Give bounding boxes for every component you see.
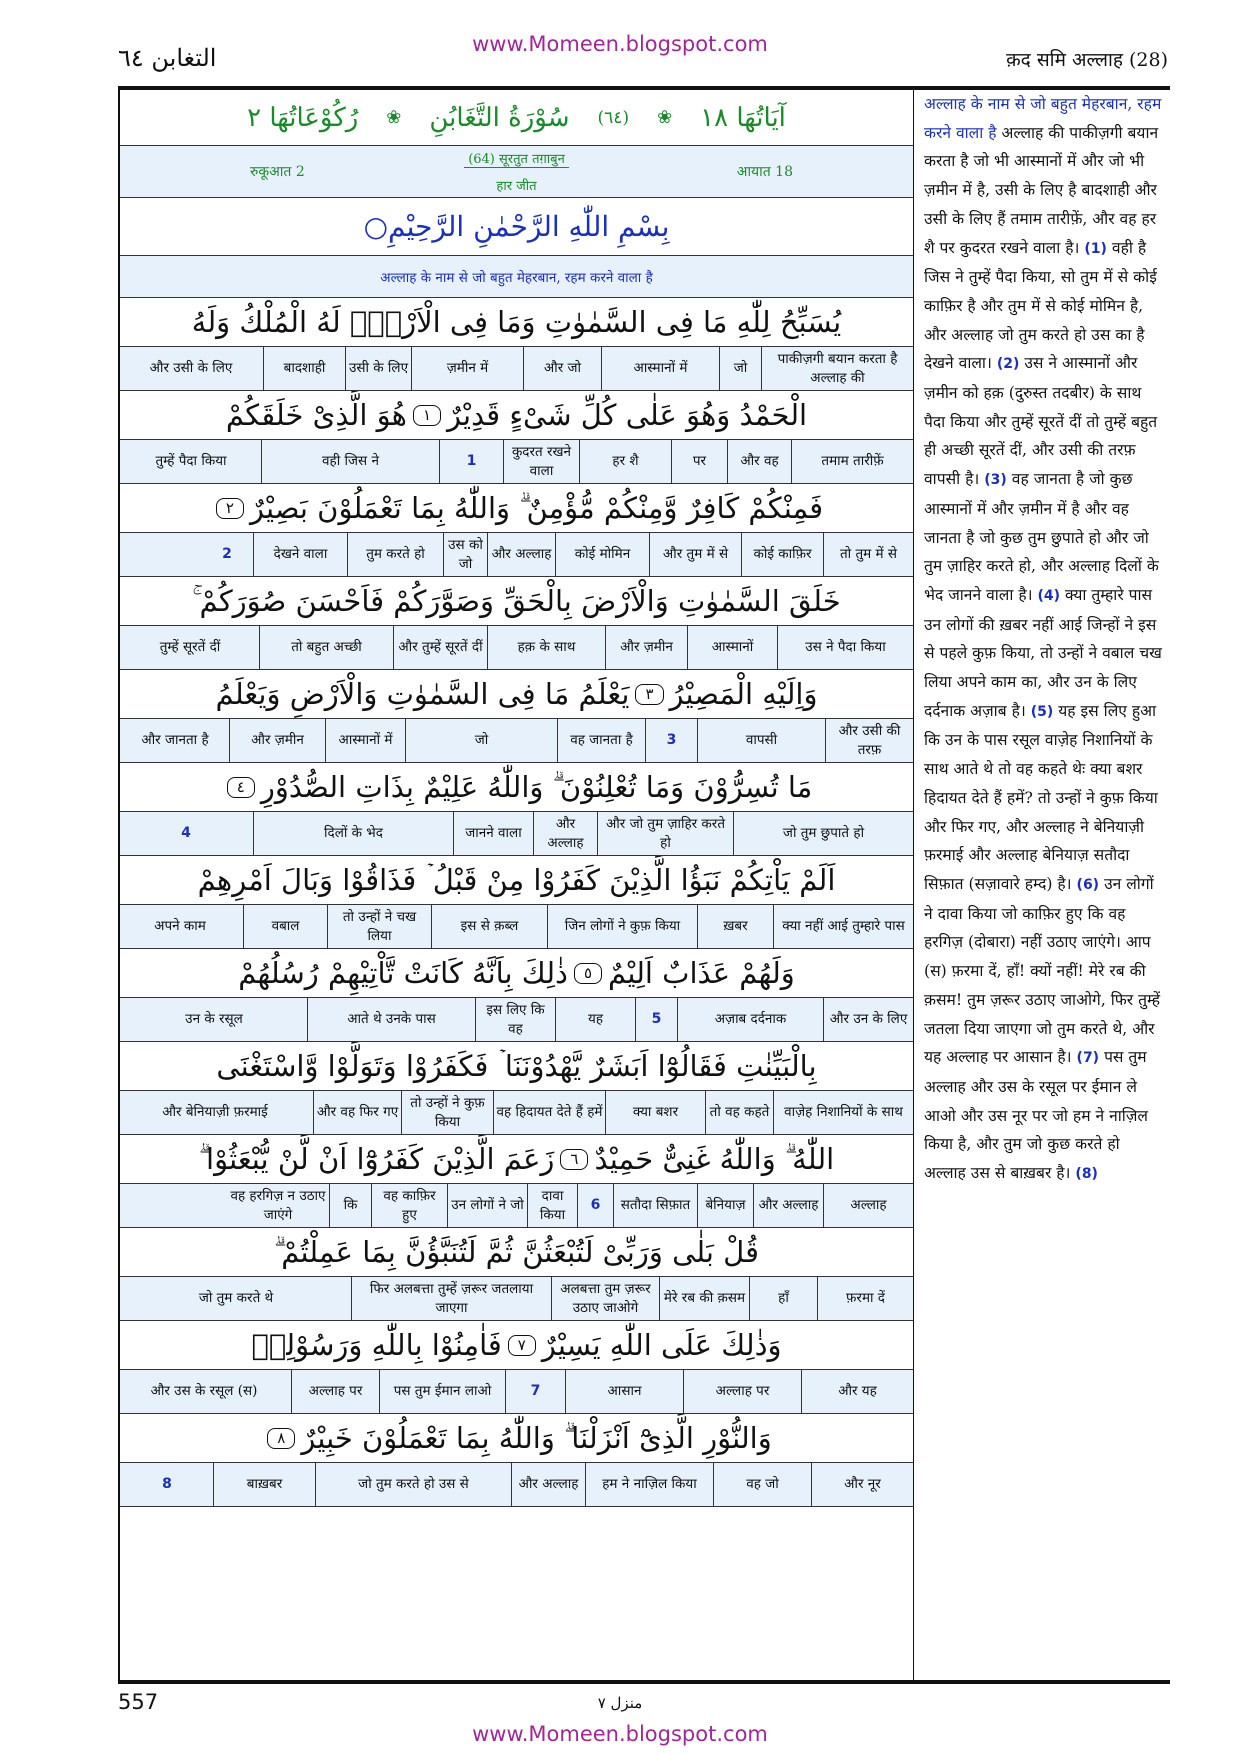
- word-translation-row: [120, 719, 913, 763]
- arabic-verse-line: [120, 1228, 913, 1277]
- word-meaning-cell: तमाम तारीफ़ें: [791, 440, 913, 483]
- arabic-text: زَعَمَ الَّذِيْنَ كَفَرُوْٓا اَنْ لَّنْ يُّبْعَثُوْا ۗ: [198, 1141, 555, 1176]
- word-meaning-cell: और उन के लिए: [823, 998, 913, 1041]
- word-meaning-cell: वह हरगिज़ न उठाए जाएंगे: [230, 1188, 326, 1223]
- word-meaning-cell: जानने वाला: [453, 812, 533, 855]
- word-meaning-cell: जो: [719, 347, 761, 390]
- sidebar-verse-number: (4): [1037, 587, 1061, 604]
- sidebar-verse-text: पस तुम अल्लाह और उस के रसूल पर ईमान ले आओ और उस नूर पर जो हम ने नाज़िल किया है, और तुम जो कुछ करते हो अल्लाह उस से बाख़बर है।: [924, 1048, 1148, 1183]
- bismillah-translation: अल्लाह के नाम से जो बहुत मेहरबान, रहम करने वाला है: [120, 256, 913, 298]
- sidebar-text: [924, 90, 1164, 1189]
- word-meaning-cell: हाँ: [749, 1277, 817, 1320]
- arabic-text: اللّٰهُ ۗ وَاللّٰهُ غَنِىٌّ حَمِيْدٌ: [594, 1141, 835, 1176]
- verse-number-cell: 6: [577, 1184, 613, 1227]
- sidebar-verse-number: (8): [1075, 1166, 1098, 1183]
- word-meaning-cell: तुम करते हो: [347, 533, 443, 576]
- ayah-number-marker: ٢: [216, 498, 244, 519]
- word-meaning-cell: बाख़बर: [213, 1463, 315, 1506]
- surah-name-ar: سُوْرَةُ التَّغَابُنِ: [429, 102, 570, 133]
- arabic-text: يُسَبِّحُ لِلّٰهِ مَا فِى السَّمٰوٰتِ وَمَا فِى الْاَرْضِۚ لَهُ الْمُلْكُ وَلَهُ: [191, 305, 842, 339]
- word-meaning-cell: वही जिस ने: [261, 440, 439, 483]
- sidebar-verse-number: (6): [1076, 876, 1100, 893]
- word-meaning-cell: हक़ के साथ: [487, 626, 605, 669]
- sidebar-translation: [914, 88, 1170, 1682]
- sidebar-verse-text: अल्लाह की पाकीज़गी बयान करता है जो भी आस्मानों में और जो भी ज़मीन में है, उसी के लिए है बादशाही और उसी के लिए हैं तमाम तारीफ़ें, और वह हर शै पर कुदरत रखने वाला है।: [924, 123, 1159, 257]
- word-translation-row: [120, 812, 913, 856]
- word-meaning-cell: जिन लोगों ने कुफ़ किया: [547, 905, 697, 948]
- word-meaning-cell: वाज़ेह निशानियों के साथ: [773, 1091, 913, 1134]
- word-meaning-cell: और अल्लाह: [533, 812, 597, 855]
- word-meaning-cell: अज़ाब दर्दनाक: [677, 998, 823, 1041]
- verse-number-cell: 2: [222, 546, 232, 563]
- verse-number-cell: 8: [162, 1476, 172, 1493]
- word-meaning-cell: वह जानता है: [557, 719, 645, 762]
- manzil-label: منزل ٧: [597, 1694, 643, 1712]
- word-meaning-cell: जो तुम करते थे: [198, 1290, 274, 1307]
- arabic-verse-line: [120, 949, 913, 998]
- word-meaning-cell: और जो: [523, 347, 601, 390]
- word-meaning-cell: और जो तुम ज़ाहिर करते हो: [597, 812, 733, 855]
- word-meaning-cell: आस्मानों: [687, 626, 777, 669]
- word-meaning-cell: वापसी: [697, 719, 825, 762]
- word-meaning-cell: बादशाही: [263, 347, 345, 390]
- word-meaning-cell: और उस के रसूल (स): [150, 1383, 258, 1400]
- word-translation-row: [120, 440, 913, 484]
- word-meaning-cell: अलबत्ता तुम ज़रूर उठाए जाओगे: [551, 1277, 659, 1320]
- word-meaning-cell: आते थे उनके पास: [307, 998, 475, 1041]
- footer-rule: [118, 1682, 1170, 1684]
- word-meaning-cell: और बेनियाज़ी फ़रमाई: [162, 1104, 268, 1121]
- word-translation-row: [120, 1277, 913, 1321]
- arabic-verse-line: [120, 1135, 913, 1184]
- sidebar-verse-number: (5): [1030, 703, 1054, 720]
- word-meaning-cell: कोई काफ़िर: [741, 533, 823, 576]
- sidebar-bismillah: अल्लाह के नाम से जो बहुत मेहरबान, रहम करने वाला है: [924, 95, 1162, 142]
- sidebar-verse-number: (2): [996, 356, 1020, 373]
- word-meaning-cell: और तुम्हें सूरतें दीं: [393, 626, 487, 669]
- word-meaning-cell: सतौदा सिफ़ात: [613, 1184, 697, 1227]
- word-meaning-cell: और यह: [801, 1370, 913, 1413]
- word-meaning-cell: तो उन्हों ने चख लिया: [327, 905, 431, 948]
- word-meaning-cell: वह काफ़िर हुए: [371, 1184, 447, 1227]
- arabic-verse-line: [120, 298, 913, 347]
- word-meaning-cell: उन के रसूल: [185, 1011, 243, 1028]
- ruku-count-ar: رُكُوْعَاتُهَا ٢: [247, 102, 359, 133]
- word-meaning-cell: तो तुम में से: [823, 533, 913, 576]
- word-meaning-cell: उन लोगों ने जो: [447, 1184, 527, 1227]
- sidebar-verse-number: (7): [1076, 1050, 1100, 1067]
- sidebar-verse-number: (3): [984, 472, 1007, 489]
- sidebar-verse-text: उन लोगों ने दावा किया जो काफ़िर हुए कि वह हरगिज़ (दोबारा) नहीं उठाए जाएंगे। आप (स) फ़रमा दें, हाँ! क्यों नहीं! मेरे रब की क़सम! तुम ज़रूर उठाए जाओगे, फिर तुम्हें जतला दिया जाएगा जो तुम करते थे, और यह अल्लाह पर आसान है।: [924, 874, 1161, 1067]
- word-meaning-cell: क्या बशर: [605, 1091, 705, 1134]
- surah-info-bar: [120, 146, 913, 198]
- word-meaning-cell: आसान: [565, 1370, 683, 1413]
- arabic-verse-line: [120, 577, 913, 626]
- word-meaning-cell: पस तुम ईमान लाओ: [379, 1370, 505, 1413]
- page-number: 557: [118, 1690, 159, 1714]
- arabic-text: وَالنُّوْرِ الَّذِىْٓ اَنْزَلْنَا ۗ وَاللّٰهُ بِمَا تَعْمَلُوْنَ خَبِيْرٌ: [301, 1420, 772, 1455]
- word-meaning-cell: और वह: [727, 440, 791, 483]
- ayah-number-marker: ١: [413, 405, 441, 426]
- word-translation-row: [120, 1091, 913, 1135]
- sidebar-verse-text: यह इस लिए हुआ कि उन के पास रसूल वाज़ेह निशानियों के साथ आते थे तो वह कहते थेः क्या बशर हिदायत देते हैं हमें? तो उन्हों ने कुफ़ किया और फिर गए, और अल्लाह ने बेनियाज़ी फ़रमाई और अल्लाह बेनियाज़ सतौदा सिफ़ात (सज़ावारे हम्द) है।: [924, 701, 1158, 893]
- ruku-count-hi: रुकूआत 2: [250, 164, 305, 180]
- word-meaning-cell: आस्मानों में: [325, 719, 405, 762]
- arabic-verse-line: [120, 856, 913, 905]
- sidebar-verse-text: वही है जिस ने तुम्हें पैदा किया, सो तुम में से कोई काफ़िर है और तुम में से कोई मोमिन है, और अल्लाह जो तुम करते हो उस का है देखने वाला।: [924, 238, 1157, 373]
- surah-number-ar: (٦٤): [597, 107, 630, 128]
- word-meaning-cell: तुम्हें पैदा किया: [155, 453, 227, 470]
- word-translation-row: [120, 626, 913, 670]
- word-meaning-cell: आस्मानों में: [601, 347, 719, 390]
- word-meaning-cell: पाकीज़गी बयान करता है अल्लाह की: [761, 347, 913, 390]
- word-meaning-cell: और नूर: [811, 1463, 913, 1506]
- ayah-number-marker: ٨: [267, 1428, 295, 1449]
- word-meaning-cell: इस से क़ब्ल: [431, 905, 547, 948]
- word-meaning-cell: यह: [555, 998, 635, 1041]
- word-meaning-cell: फिर अलबत्ता तुम्हें ज़रूर जतलाया जाएगा: [351, 1277, 551, 1320]
- surah-running-title: التغابن ٦٤: [118, 44, 217, 72]
- word-meaning-cell: अल्लाह पर: [291, 1370, 379, 1413]
- surah-title-bar: [120, 90, 913, 146]
- ayah-number-marker: ٧: [508, 1335, 536, 1356]
- word-translation-row: [120, 998, 913, 1042]
- ayah-number-marker: ٣: [635, 684, 663, 705]
- word-meaning-cell: फ़रमा दें: [817, 1277, 913, 1320]
- bismillah-arabic: بِسْمِ اللّٰهِ الرَّحْمٰنِ الرَّحِيْمِ○: [120, 198, 913, 256]
- arabic-verse-line: [120, 1414, 913, 1463]
- word-meaning-cell: इस लिए कि वह: [475, 998, 555, 1041]
- arabic-text: يَعْلَمُ مَا فِى السَّمٰوٰتِ وَالْاَرْضِ وَيَعْلَمُ: [215, 677, 630, 711]
- word-meaning-cell: और अल्लाह: [753, 1184, 823, 1227]
- arabic-text: قُلْ بَلٰى وَرَبِّىْ لَتُبْعَثُنَّ ثُمَّ لَتُنَبَّؤُنَّ بِمَا عَمِلْتُمْ ۗ: [274, 1234, 759, 1269]
- arabic-text: بِالْبَيِّنٰتِ فَقَالُوْٓا اَبَشَرٌ يَّهْدُوْنَنَا ۡ فَكَفَرُوْا وَتَوَلَّوْا وَّاسْتَغْنَى: [216, 1048, 817, 1083]
- site-url-top: www.Momeen.blogspot.com: [472, 32, 768, 56]
- word-meaning-cell: ज़मीन में: [411, 347, 523, 390]
- word-translation-row: [120, 1370, 913, 1414]
- word-meaning-cell: वह हिदायत देते हैं हमें: [493, 1091, 605, 1134]
- word-translation-row: [120, 1184, 913, 1228]
- word-meaning-cell: और उसी के लिए: [149, 360, 233, 377]
- word-meaning-cell: बेनियाज़: [697, 1184, 753, 1227]
- word-meaning-cell: तुम्हें सूरतें दीं: [159, 639, 221, 656]
- flower-ornament-icon: ❀: [386, 107, 402, 128]
- arabic-text: وَلَهُمْ عَذَابٌ اَلِيْمٌ: [608, 956, 795, 990]
- word-meaning-cell: और ज़मीन: [605, 626, 687, 669]
- word-meaning-cell: ख़बर: [697, 905, 773, 948]
- word-meaning-cell: उस को जो: [443, 533, 487, 576]
- verse-number-cell: 1: [439, 440, 503, 483]
- arabic-text: ذٰلِكَ بِاَنَّهُ كَانَتْ تَّاْتِيْهِمْ رُسُلُهُمْ: [238, 956, 568, 990]
- word-meaning-cell: तो बहुत अच्छी: [259, 626, 393, 669]
- flower-ornament-icon: ❀: [657, 107, 673, 128]
- sidebar-verse-text: वह जानता है जो कुछ आस्मानों में और ज़मीन में है और वह जानता है जो कुछ तुम छुपाते हो और जो तुम ज़ाहिर करते हो, और अल्लाह दिलों के भेद जानने वाला है।: [924, 470, 1159, 604]
- ayat-count-hi: आयात 18: [736, 164, 793, 180]
- sidebar-verse-text: क्या तुम्हारे पास उन लोगों की ख़बर नहीं आई जिन्हों ने इस से पहले कुफ़ किया, तो उन्हों ने वबाल चख लिया अपने काम का, और उन के लिए दर्दनाक अज़ाब है।: [924, 585, 1162, 720]
- word-translation-row: [120, 905, 913, 949]
- word-meaning-cell: हम ने नाज़िल किया: [585, 1463, 713, 1506]
- para-running-title: क़द समि अल्लाह (28): [1006, 49, 1168, 71]
- word-meaning-cell: जो: [405, 719, 557, 762]
- word-meaning-cell: और अल्लाह: [487, 533, 555, 576]
- arabic-text: وَاِلَيْهِ الْمَصِيْرُ: [669, 677, 818, 711]
- word-meaning-cell: और उसी की तरफ़: [825, 719, 913, 762]
- word-meaning-cell: देखने वाला: [253, 533, 347, 576]
- ayah-number-marker: ٦: [560, 1149, 588, 1170]
- word-meaning-cell: और वह फिर गए: [313, 1091, 401, 1134]
- word-meaning-cell: जो तुम करते हो उस से: [315, 1463, 511, 1506]
- surah-name-hi: (64) सूरतुत तग़ाबुन: [464, 152, 569, 168]
- word-meaning-cell: वह जो: [713, 1463, 811, 1506]
- arabic-text: مَا تُسِرُّوْنَ وَمَا تُعْلِنُوْنَ ۗ وَاللّٰهُ عَلِيْمٌ بِذَاتِ الصُّدُوْرِ: [260, 769, 813, 804]
- word-translation-row: [120, 1463, 913, 1507]
- arabic-text: الْحَمْدُ وَهُوَ عَلٰى كُلِّ شَىْءٍ قَدِيْرٌ: [447, 398, 808, 432]
- word-meaning-cell: उसी के लिए: [345, 347, 411, 390]
- sidebar-verse-number: (1): [1084, 240, 1107, 257]
- word-meaning-cell: तो उन्हों ने कुफ़ किया: [401, 1091, 493, 1134]
- word-translation-row: [120, 533, 913, 577]
- arabic-verse-line: [120, 670, 913, 719]
- arabic-verse-line: [120, 763, 913, 812]
- arabic-verse-line: [120, 391, 913, 440]
- verse-number-cell: 3: [645, 719, 697, 762]
- word-meaning-cell: तो वह कहते: [705, 1091, 773, 1134]
- word-meaning-cell: मेरे रब की क़सम: [659, 1277, 749, 1320]
- arabic-text: خَلَقَ السَّمٰوٰتِ وَالْاَرْضَ بِالْحَقِّ وَصَوَّرَكُمْ فَاَحْسَنَ صُوَرَكُمْ ۚ: [192, 583, 841, 618]
- ayah-number-marker: ٤: [227, 777, 255, 798]
- arabic-text: اَلَمْ يَاْتِكُمْ نَبَؤُا الَّذِيْنَ كَفَرُوْا مِنْ قَبْلُ ۡ فَذَاقُوْا وَبَالَ اَمْرِهِمْ: [197, 862, 836, 897]
- word-meaning-cell: कि: [329, 1184, 371, 1227]
- word-meaning-cell: कोई मोमिन: [555, 533, 649, 576]
- word-meaning-cell: और अल्लाह: [511, 1463, 585, 1506]
- arabic-text: فَاٰمِنُوْا بِاللّٰهِ وَرَسُوْلِهٖ: [251, 1328, 502, 1362]
- word-meaning-cell: दावा किया: [527, 1184, 577, 1227]
- word-meaning-cell: पर: [671, 440, 727, 483]
- word-meaning-cell: जो तुम छुपाते हो: [733, 812, 913, 855]
- arabic-verse-line: [120, 1321, 913, 1370]
- surah-meaning-hi: हार जीत: [496, 179, 537, 194]
- verse-number-cell: 4: [181, 825, 191, 842]
- verse-number-cell: 7: [505, 1370, 565, 1413]
- arabic-text: هُوَ الَّذِىْ خَلَقَكُمْ: [225, 398, 407, 432]
- word-meaning-cell: और जानता है: [141, 732, 209, 749]
- arabic-text: وَذٰلِكَ عَلَى اللّٰهِ يَسِيْرٌ: [541, 1328, 782, 1362]
- word-meaning-cell: दिलों के भेद: [253, 812, 453, 855]
- word-meaning-cell: अल्लाह: [823, 1184, 913, 1227]
- word-meaning-cell: और तुम में से: [649, 533, 741, 576]
- word-meaning-cell: अल्लाह पर: [683, 1370, 801, 1413]
- word-meaning-cell: और ज़मीन: [229, 719, 325, 762]
- ayat-count-ar: آيَاتُهَا ١٨: [700, 102, 786, 133]
- site-url-bottom: www.Momeen.blogspot.com: [472, 1722, 768, 1746]
- arabic-text: فَمِنْكُمْ كَافِرٌ وَّمِنْكُمْ مُّؤْمِنٌ ۗ وَاللّٰهُ بِمَا تَعْمَلُوْنَ بَصِيْرٌ: [249, 490, 824, 525]
- translation-table: [118, 88, 914, 1682]
- word-meaning-cell: अपने काम: [154, 918, 206, 935]
- word-meaning-cell: उस ने पैदा किया: [777, 626, 913, 669]
- verse-number-cell: 5: [635, 998, 677, 1041]
- word-meaning-cell: हर शै: [579, 440, 671, 483]
- word-translation-row: [120, 347, 913, 391]
- arabic-verse-line: [120, 484, 913, 533]
- word-meaning-cell: वबाल: [243, 905, 327, 948]
- ayah-number-marker: ٥: [574, 963, 602, 984]
- arabic-verse-line: [120, 1042, 913, 1091]
- word-meaning-cell: कुदरत रखने वाला: [503, 440, 579, 483]
- sidebar-verse-text: उस ने आस्मानों और ज़मीन को हक़ (दुरुस्त तदबीर) के साथ पैदा किया और तुम्हें सूरतें दीं तो तुम्हें बहुत ही अच्छी सूरतें दीं, और उसी की तरफ़ वापसी है।: [924, 354, 1158, 489]
- word-meaning-cell: क्या नहीं आई तुम्हारे पास: [773, 905, 913, 948]
